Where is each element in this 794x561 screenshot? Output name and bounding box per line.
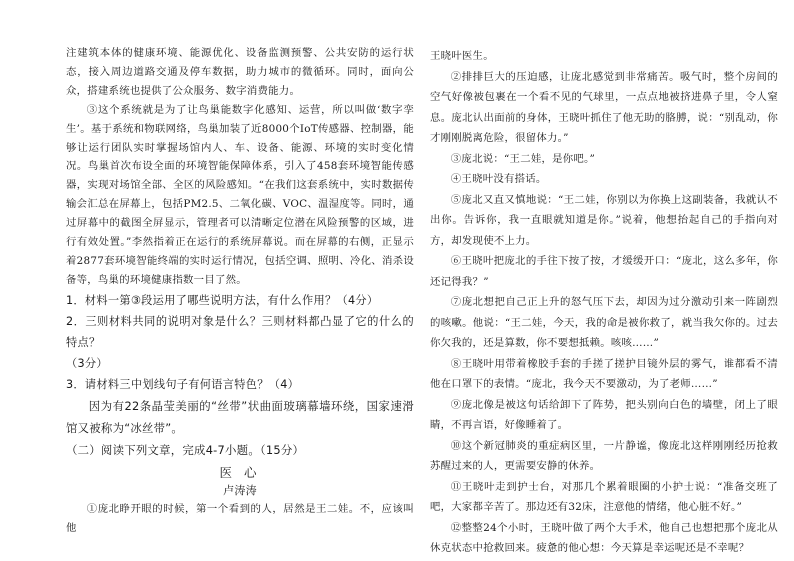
question-3: 3．请材料三中划线句子有何语言特色？（4） [66,377,300,391]
story-paragraph-1: ①庞北睁开眼的时候，第一个看到的人，居然是王二娃。不，应该叫他 [66,502,414,534]
underlined-sentence: 因为有22条晶莹美丽的“丝带”状曲面玻璃幕墙环绕，国家速滑馆又被称为“冰丝带”。 [66,398,414,435]
left-column [66,44,414,538]
section-heading: （二）阅读下列文章，完成4-7小题。（15分） [66,442,305,457]
story-paragraph-8: ⑧王晓叶用带着橡胶手套的手搓了搓护目镜外层的雾气，谁都看不清他在口罩下的表情。“庞北，我今天不要激动，为了老师……” [430,357,778,390]
story-paragraph-1-end: 王晓叶医生。 [430,50,494,62]
right-column [430,46,778,559]
story-paragraph-4: ④王晓叶没有搭话。 [450,173,547,185]
story-paragraph-9: ⑨庞北像是被这句话给卸下了阵势，把头别向白色的墙壁，闭上了眼睛，不再言语，好像睡着了。 [430,398,778,431]
question-1: 1．材料一第③段运用了哪些说明方法，有什么作用？（4分） [66,293,379,307]
story-paragraph-11: ⑪王晓叶走到护士台，对那几个累着眼圈的小护士说：“准备交班了吧，大家都辛苦了。那边还有32床，注意他的情绪，他心脏不好。” [430,480,778,513]
story-paragraph-12: ⑫整整24个小时，王晓叶做了两个大手术，他自己也想把那个庞北从休克状态中抢救回来。疲惫的他心想：今天算是幸运呢还是不幸呢？ [430,521,778,554]
story-paragraph-2: ②排排巨大的压迫感，让庞北感觉到非常痛苦。吸气时，整个房间的空气好像被包裹在一个看不见的气球里，一点点地被挤进鼻子里，令人窒息。庞北认出面前的身体，王晓叶抓住了他无助的胳膊，说：“别乱动，你才刚刚脱离危险，很留体力。” [430,70,778,144]
story-paragraph-3: ③庞北说：“王二娃，是你吧。” [450,152,596,165]
paragraph-3: ③这个系统就是为了让鸟巢能数字化感知、运营，所以叫做‘数字孪生’。基于系统和物联网络，鸟巢加装了近8000个IoT传感器、控制器，能够让运行团队实时掌握场馆内人、车、设备、能源、环境的实时变化情况。鸟巢首次布设全面的环境智能保障体系，引入了458套环境智能传感器，实现对场馆全部、全区的风险感知。“在我们这套系统中，实时数据传输会汇总在屏幕上，包括PM2.5、二氧化碳、VOC、温湿度等。同时，通过屏幕中的截图全屏显示，管理者可以清晰定位潜在风险预警的区域，进行有效处置。”李然指着正在运行的系统屏幕说。而在屏幕的右侧，正显示着2877套环境智能终端的实时运行情况，包括空调、照明、冷化、消杀设备等，鸟巢的环境健康指数一目了然。 [66,103,414,286]
paragraph-continuation: 注建筑本体的健康环境、能源优化、设备监测预警、公共安防的运行状态，接入周边道路交通及停车数据，助力城市的微循环。同时，面向公众，搭建系统也提供了公众服务、数字消费能力。 [66,47,414,97]
question-2: 2．三则材料共同的说明对象是什么？三则材料都凸显了它的什么的特点？ [66,314,414,349]
story-paragraph-7: ⑦庞北想把自己正上升的怒气压下去，却因为过分激动引来一阵剧烈的咳嗽。他说：“王二娃，今天，我的命是被你救了，就当我欠你的。过去你欠我的，还是算数，你不要想抵赖。咳咳……” [430,296,778,349]
question-2-score: （3分） [66,356,108,370]
article-author: 卢涛涛 [223,483,257,497]
article-title: 医 心 [219,464,261,480]
story-paragraph-5: ⑤庞北又直又慎地说：“王二娃，你别以为你换上这副装备，我就认不出你。告诉你，我一直眼就知道是你。”说着，他想抬起自己的手指向对方，却发现使不上力。 [430,193,778,247]
story-paragraph-6: ⑥王晓叶把庞北的手往下按了按，才缓缓开口：“庞北，这么多年，你还记得我？” [430,255,778,288]
story-paragraph-10: ⑩这个新冠肺炎的重症病区里，一片静谧，像庞北这样刚刚经历抢救苏醒过来的人，更需要安静的休养。 [430,439,778,472]
